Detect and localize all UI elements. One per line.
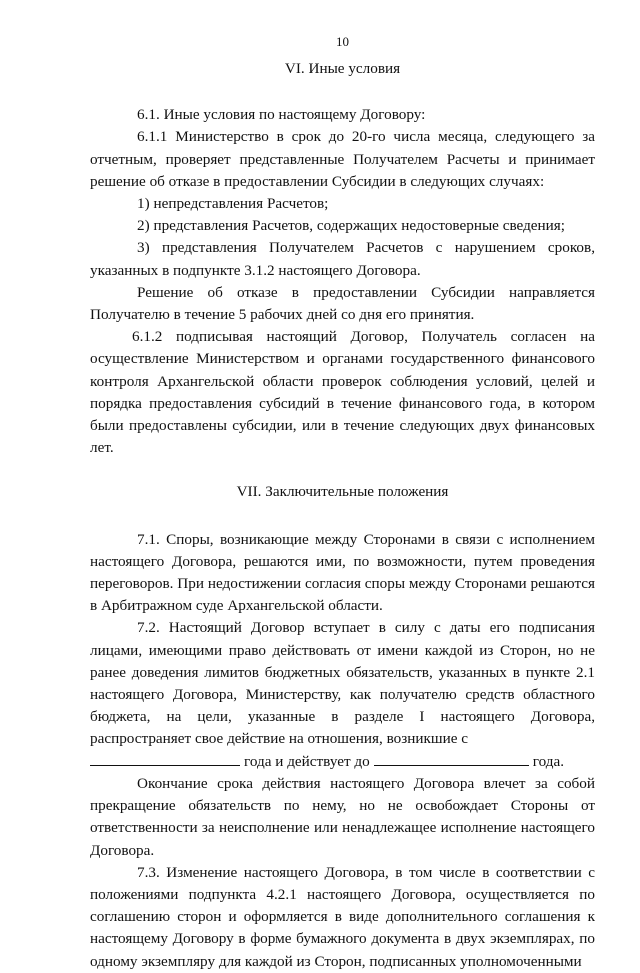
paragraph-7-3: 7.3. Изменение настоящего Договора, в том числе в соответствии с положениями подпункта 4.2.1 настоящего Договора, осуществляется по соглашению сторон и оформляется в виде дополнительного соглашения к настоящему Договору в форме бумажного документа в двух экземплярах, по одному экземпляру для каждой из Сторон, подписанных уполномоченными <box>90 863 595 970</box>
paragraph-7-1: 7.1. Споры, возникающие между Сторонами в связи с исполнением настоящего Договора, решаются ими, по возможности, путем проведения переговоров. При недостижении согласия споры между Сторонами решаются в Арбитражном суде Архангельской области. <box>90 530 595 615</box>
refusal-case-2: 2) представления Расчетов, содержащих недостоверные сведения; <box>137 217 565 235</box>
refusal-notice: Решение об отказе в предоставлении Субсидии направляется Получателю в течение 5 рабочих дней со дня его принятия. <box>90 283 595 324</box>
validity-period-end-text: года. <box>532 752 564 770</box>
validity-period-line <box>90 751 595 773</box>
refusal-case-1: 1) непредставления Расчетов; <box>137 195 329 213</box>
paragraph-6-1: 6.1. Иные условия по настоящему Договору: <box>137 106 426 124</box>
termination-paragraph: Окончание срока действия настоящего Договора влечет за собой прекращение обязательств по нему, но не освобождает Стороны от ответственности за неисполнение или ненадлежащее исполнение настоящего Договора. <box>90 774 595 859</box>
paragraph-6-1-2: 6.1.2 подписывая настоящий Договор, Получатель согласен на осуществление Министерством и органами государственного финансового контроля Архангельской области проверок соблюдения условий, целей и порядка предоставления субсидий в течение финансового года, в котором были предоставлены субсидии, или в течение следующих двух финансовых лет. <box>90 328 595 457</box>
document-page <box>90 34 595 973</box>
end-date-blank <box>374 764 529 766</box>
page-number: 10 <box>336 34 349 49</box>
paragraph-7-2: 7.2. Настоящий Договор вступает в силу с даты его подписания лицами, имеющими право действовать от имени каждой из Сторон, но не ранее доведения лимитов бюджетных обязательств, указанных в пункте 2.1 настоящего Договора, Министерству, как получателю средств областного бюджета, на цели, указанные в разделе I настоящего Договора, распространяет свое действие на отношения, возникшие с <box>90 619 595 748</box>
section-6-title: VI. Иные условия <box>284 60 401 77</box>
paragraph-6-1-1: 6.1.1 Министерство в срок до 20-го числа месяца, следующего за отчетным, проверяет представленные Получателем Расчеты и принимает решение об отказе в предоставлении Субсидии в следующих случаях: <box>90 128 595 190</box>
refusal-case-3: 3) представления Получателем Расчетов с нарушением сроков, указанных в подпункте 3.1.2 настоящего Договора. <box>90 239 595 279</box>
start-date-blank <box>90 764 240 766</box>
section-7-title: VII. Заключительные положения <box>236 483 449 501</box>
validity-period-middle-text: года и действует до <box>244 752 370 770</box>
